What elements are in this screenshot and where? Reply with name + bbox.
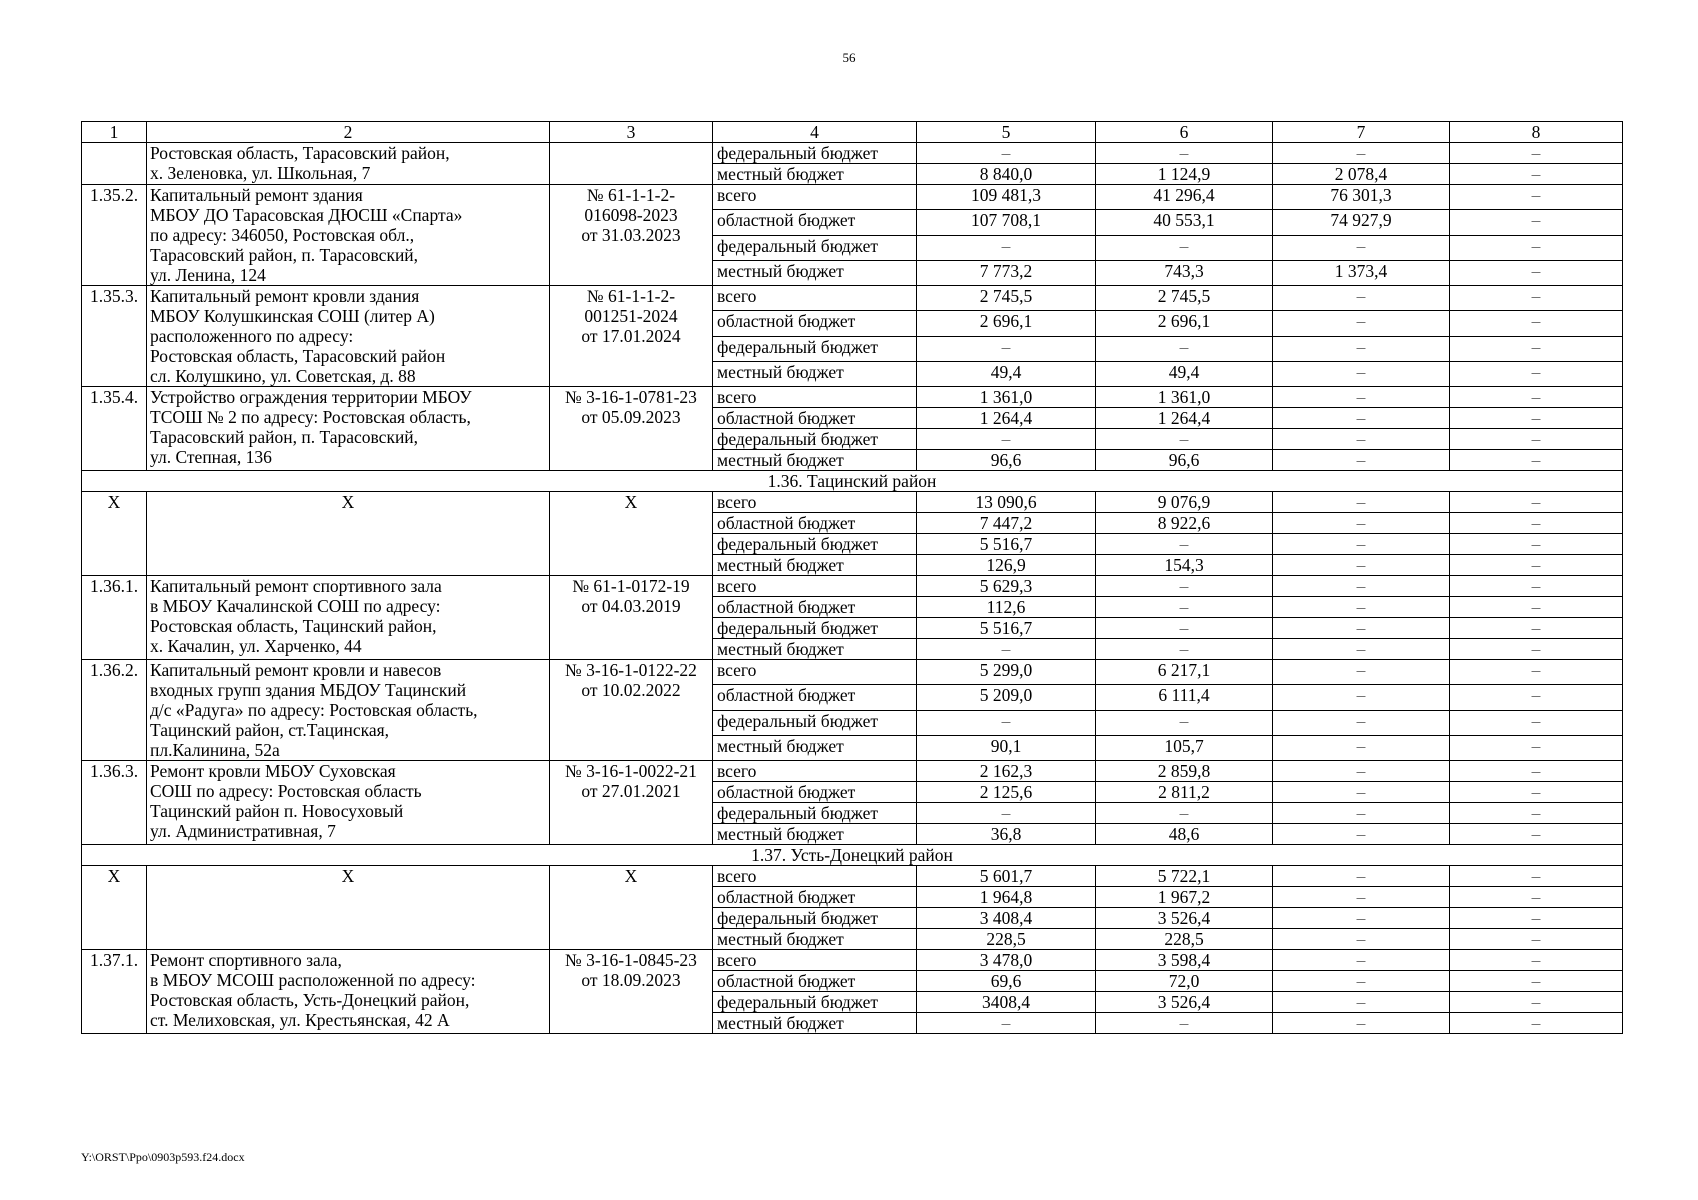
amount-cell: – xyxy=(917,1013,1096,1034)
amount-cell: 8 922,6 xyxy=(1096,513,1273,534)
amount-cell: – xyxy=(1450,639,1623,660)
table-row xyxy=(82,143,1623,164)
table-row xyxy=(82,492,1623,513)
amount-cell: – xyxy=(1450,866,1623,887)
amount-cell: – xyxy=(1450,408,1623,429)
amount-cell: 3 526,4 xyxy=(1096,992,1273,1013)
item-number: 1.35.4. xyxy=(82,387,147,471)
contract-line: № 3-16-1-0122-22 xyxy=(565,660,697,680)
table-row xyxy=(82,660,1623,685)
description-line: Ростовская область, Тацинский район, xyxy=(150,616,437,636)
amount-cell: 2 078,4 xyxy=(1273,164,1450,185)
description-line: Ростовская область, Тарасовский район xyxy=(150,346,446,366)
amount-cell: – xyxy=(1273,950,1450,971)
item-description xyxy=(147,286,550,387)
contract-number xyxy=(550,761,713,845)
amount-cell: 41 296,4 xyxy=(1096,185,1273,210)
amount-cell: 13 090,6 xyxy=(917,492,1096,513)
description-line: СОШ по адресу: Ростовская область xyxy=(150,781,422,801)
amount-cell: 112,6 xyxy=(917,597,1096,618)
amount-cell: – xyxy=(917,336,1096,361)
amount-cell: 126,9 xyxy=(917,555,1096,576)
section-title: 1.37. Усть-Донецкий район xyxy=(82,845,1623,866)
amount-cell: – xyxy=(1096,1013,1273,1034)
column-header: 4 xyxy=(713,122,917,143)
contract-line: № 61-1-1-2- xyxy=(586,185,676,205)
funding-source: местный бюджет xyxy=(713,164,917,185)
table-row xyxy=(82,387,1623,408)
contract-number xyxy=(550,143,713,185)
amount-cell: 96,6 xyxy=(917,450,1096,471)
column-header: 3 xyxy=(550,122,713,143)
amount-cell: – xyxy=(1450,824,1623,845)
amount-cell: – xyxy=(1273,336,1450,361)
amount-cell: – xyxy=(1450,450,1623,471)
amount-cell: 1 264,4 xyxy=(917,408,1096,429)
item-number: Х xyxy=(82,492,147,576)
item-number xyxy=(82,143,147,185)
contract-line: от 27.01.2021 xyxy=(581,781,681,801)
funding-source: областной бюджет xyxy=(713,685,917,710)
amount-cell: – xyxy=(1273,361,1450,386)
table-body xyxy=(82,122,1623,1034)
amount-cell: – xyxy=(1273,387,1450,408)
funding-source: областной бюджет xyxy=(713,887,917,908)
amount-cell: 3 598,4 xyxy=(1096,950,1273,971)
amount-cell: 90,1 xyxy=(917,735,1096,760)
contract-line: 001251-2024 xyxy=(584,306,678,326)
funding-source: федеральный бюджет xyxy=(713,336,917,361)
table-row xyxy=(82,950,1623,971)
funding-source: всего xyxy=(713,866,917,887)
amount-cell: – xyxy=(1273,1013,1450,1034)
description-line: входных групп здания МБДОУ Тацинский xyxy=(150,680,467,700)
amount-cell: 3 478,0 xyxy=(917,950,1096,971)
amount-cell: – xyxy=(1450,555,1623,576)
item-description xyxy=(147,660,550,761)
amount-cell: 2 811,2 xyxy=(1096,782,1273,803)
table-row xyxy=(82,866,1623,887)
funding-source: местный бюджет xyxy=(713,735,917,760)
amount-cell: 1 373,4 xyxy=(1273,260,1450,285)
amount-cell: – xyxy=(1273,685,1450,710)
amount-cell: 228,5 xyxy=(917,929,1096,950)
amount-cell: – xyxy=(1450,336,1623,361)
column-header: 7 xyxy=(1273,122,1450,143)
amount-cell: – xyxy=(1450,710,1623,735)
funding-source: всего xyxy=(713,660,917,685)
amount-cell: 3408,4 xyxy=(917,992,1096,1013)
section-row xyxy=(82,845,1623,866)
amount-cell: – xyxy=(1450,429,1623,450)
amount-cell: 74 927,9 xyxy=(1273,210,1450,235)
contract-number xyxy=(550,387,713,471)
amount-cell: 7 447,2 xyxy=(917,513,1096,534)
item-description xyxy=(147,950,550,1034)
amount-cell: – xyxy=(917,429,1096,450)
contract-number xyxy=(550,866,713,950)
contract-number xyxy=(550,286,713,387)
amount-cell: 6 111,4 xyxy=(1096,685,1273,710)
contract-number xyxy=(550,576,713,660)
amount-cell: – xyxy=(1273,286,1450,311)
amount-cell: 2 745,5 xyxy=(917,286,1096,311)
table-row xyxy=(82,185,1623,210)
amount-cell: – xyxy=(1273,492,1450,513)
contract-line: № 3-16-1-0845-23 xyxy=(565,950,697,970)
amount-cell: – xyxy=(1096,576,1273,597)
amount-cell: – xyxy=(1273,971,1450,992)
funding-source: федеральный бюджет xyxy=(713,143,917,164)
description-line: расположенного по адресу: xyxy=(150,326,354,346)
amount-cell: – xyxy=(1450,143,1623,164)
funding-source: федеральный бюджет xyxy=(713,429,917,450)
funding-source: федеральный бюджет xyxy=(713,803,917,824)
amount-cell: 2 162,3 xyxy=(917,761,1096,782)
funding-source: местный бюджет xyxy=(713,450,917,471)
description-line: в МБОУ Качалинской СОШ по адресу: xyxy=(150,596,441,616)
amount-cell: – xyxy=(1450,761,1623,782)
description-line: Ремонт кровли МБОУ Суховская xyxy=(150,761,396,781)
amount-cell: 5 209,0 xyxy=(917,685,1096,710)
description-line: Ремонт спортивного зала, xyxy=(150,950,342,970)
amount-cell: – xyxy=(1450,387,1623,408)
contract-number xyxy=(550,185,713,286)
amount-cell: – xyxy=(1096,429,1273,450)
description-line: пл.Калинина, 52а xyxy=(150,740,280,760)
amount-cell: – xyxy=(1273,143,1450,164)
amount-cell: – xyxy=(1450,660,1623,685)
amount-cell: – xyxy=(1273,824,1450,845)
description-line: Тацинский район п. Новосуховый xyxy=(150,801,404,821)
amount-cell: 7 773,2 xyxy=(917,260,1096,285)
amount-cell: 9 076,9 xyxy=(1096,492,1273,513)
description-line: Устройство ограждения территории МБОУ xyxy=(150,387,472,407)
funding-source: областной бюджет xyxy=(713,597,917,618)
description-line: ул. Ленина, 124 xyxy=(150,265,266,285)
item-number: 1.36.1. xyxy=(82,576,147,660)
funding-source: областной бюджет xyxy=(713,210,917,235)
column-header: 5 xyxy=(917,122,1096,143)
amount-cell: – xyxy=(1273,887,1450,908)
amount-cell: 2 859,8 xyxy=(1096,761,1273,782)
contract-line: Х xyxy=(624,492,638,512)
description-line: Капитальный ремонт кровли здания xyxy=(150,286,420,306)
amount-cell: – xyxy=(917,143,1096,164)
amount-cell: 1 361,0 xyxy=(917,387,1096,408)
amount-cell: 2 125,6 xyxy=(917,782,1096,803)
funding-source: местный бюджет xyxy=(713,929,917,950)
description-line: Ростовская область, Усть-Донецкий район, xyxy=(150,990,470,1010)
description-line: х. Зеленовка, ул. Школьная, 7 xyxy=(150,163,371,183)
amount-cell: – xyxy=(1273,660,1450,685)
amount-cell: 49,4 xyxy=(917,361,1096,386)
amount-cell: – xyxy=(1273,555,1450,576)
contract-line: № 3-16-1-0781-23 xyxy=(565,387,697,407)
description-line: Тацинский район, ст.Тацинская, xyxy=(150,720,390,740)
amount-cell: – xyxy=(1450,210,1623,235)
amount-cell: – xyxy=(1450,782,1623,803)
contract-number xyxy=(550,492,713,576)
funding-source: местный бюджет xyxy=(713,1013,917,1034)
amount-cell: – xyxy=(1450,185,1623,210)
amount-cell: – xyxy=(1273,408,1450,429)
description-line: МБОУ ДО Тарасовская ДЮСШ «Спарта» xyxy=(150,205,463,225)
amount-cell: – xyxy=(1450,1013,1623,1034)
description-line: ТСОШ № 2 по адресу: Ростовская область, xyxy=(150,407,471,427)
funding-source: местный бюджет xyxy=(713,639,917,660)
amount-cell: 1 964,8 xyxy=(917,887,1096,908)
amount-cell: – xyxy=(1096,597,1273,618)
description-line: х. Качалин, ул. Харченко, 44 xyxy=(150,636,362,656)
funding-source: всего xyxy=(713,286,917,311)
funding-source: всего xyxy=(713,387,917,408)
contract-line: от 17.01.2024 xyxy=(581,326,681,346)
item-description: Х xyxy=(147,492,550,576)
description-line: Капитальный ремонт спортивного зала xyxy=(150,576,442,596)
description-line: Капитальный ремонт кровли и навесов xyxy=(150,660,442,680)
item-number: 1.35.2. xyxy=(82,185,147,286)
amount-cell: – xyxy=(1450,492,1623,513)
contract-line: от 05.09.2023 xyxy=(581,407,681,427)
amount-cell: 1 124,9 xyxy=(1096,164,1273,185)
item-number: Х xyxy=(82,866,147,950)
amount-cell: 5 516,7 xyxy=(917,534,1096,555)
funding-source: федеральный бюджет xyxy=(713,992,917,1013)
funding-source: местный бюджет xyxy=(713,824,917,845)
amount-cell: 3 408,4 xyxy=(917,908,1096,929)
description-line: в МБОУ МСОШ расположенной по адресу: xyxy=(150,970,476,990)
description-line: Тарасовский район, п. Тарасовский, xyxy=(150,427,419,447)
description-line: ул. Административная, 7 xyxy=(150,821,336,841)
amount-cell: 48,6 xyxy=(1096,824,1273,845)
amount-cell: – xyxy=(1273,311,1450,336)
description-line: сл. Колушкино, ул. Советская, д. 88 xyxy=(150,366,416,386)
funding-source: местный бюджет xyxy=(713,555,917,576)
contract-line: от 10.02.2022 xyxy=(581,680,681,700)
table-row xyxy=(82,576,1623,597)
funding-source: всего xyxy=(713,950,917,971)
funding-source: областной бюджет xyxy=(713,513,917,534)
amount-cell: 1 361,0 xyxy=(1096,387,1273,408)
column-header: 1 xyxy=(82,122,147,143)
amount-cell: – xyxy=(1273,534,1450,555)
funding-source: всего xyxy=(713,492,917,513)
amount-cell: – xyxy=(1450,971,1623,992)
amount-cell: – xyxy=(1450,803,1623,824)
amount-cell: – xyxy=(1450,950,1623,971)
amount-cell: – xyxy=(1450,534,1623,555)
amount-cell: – xyxy=(1096,534,1273,555)
funding-source: областной бюджет xyxy=(713,971,917,992)
page-number: 56 xyxy=(842,50,856,65)
amount-cell: – xyxy=(917,639,1096,660)
amount-cell: 36,8 xyxy=(917,824,1096,845)
budget-table xyxy=(81,121,1623,1034)
contract-line: от 18.09.2023 xyxy=(581,970,681,990)
amount-cell: – xyxy=(1273,429,1450,450)
contract-line: № 61-1-0172-19 xyxy=(572,576,690,596)
amount-cell: – xyxy=(1450,513,1623,534)
item-description xyxy=(147,576,550,660)
amount-cell: 1 264,4 xyxy=(1096,408,1273,429)
amount-cell: – xyxy=(1273,866,1450,887)
amount-cell: – xyxy=(1273,803,1450,824)
funding-source: федеральный бюджет xyxy=(713,908,917,929)
item-number: 1.36.3. xyxy=(82,761,147,845)
amount-cell: – xyxy=(1450,908,1623,929)
table-row xyxy=(82,286,1623,311)
funding-source: всего xyxy=(713,761,917,782)
amount-cell: 2 745,5 xyxy=(1096,286,1273,311)
table-row xyxy=(82,761,1623,782)
section-row xyxy=(82,471,1623,492)
amount-cell: – xyxy=(1273,908,1450,929)
amount-cell: – xyxy=(1273,929,1450,950)
amount-cell: – xyxy=(1450,929,1623,950)
amount-cell: – xyxy=(1450,597,1623,618)
amount-cell: – xyxy=(1096,618,1273,639)
contract-number xyxy=(550,950,713,1034)
funding-source: федеральный бюджет xyxy=(713,618,917,639)
funding-source: местный бюджет xyxy=(713,260,917,285)
item-description xyxy=(147,387,550,471)
amount-cell: 5 299,0 xyxy=(917,660,1096,685)
contract-number xyxy=(550,660,713,761)
contract-line: от 04.03.2019 xyxy=(581,596,681,616)
funding-source: федеральный бюджет xyxy=(713,710,917,735)
amount-cell: – xyxy=(1450,286,1623,311)
amount-cell: – xyxy=(1273,639,1450,660)
amount-cell: 6 217,1 xyxy=(1096,660,1273,685)
amount-cell: – xyxy=(1273,576,1450,597)
amount-cell: – xyxy=(917,803,1096,824)
item-description xyxy=(147,185,550,286)
amount-cell: – xyxy=(1450,260,1623,285)
amount-cell: – xyxy=(1273,761,1450,782)
funding-source: областной бюджет xyxy=(713,311,917,336)
amount-cell: – xyxy=(1273,735,1450,760)
amount-cell: 2 696,1 xyxy=(1096,311,1273,336)
amount-cell: 105,7 xyxy=(1096,735,1273,760)
amount-cell: 154,3 xyxy=(1096,555,1273,576)
column-header: 6 xyxy=(1096,122,1273,143)
table-header-row xyxy=(82,122,1623,143)
amount-cell: 5 516,7 xyxy=(917,618,1096,639)
amount-cell: 8 840,0 xyxy=(917,164,1096,185)
description-line: Ростовская область, Тарасовский район, xyxy=(150,143,450,163)
amount-cell: – xyxy=(1273,450,1450,471)
contract-line: 016098-2023 xyxy=(584,205,678,225)
description-line: Тарасовский район, п. Тарасовский, xyxy=(150,245,419,265)
item-description xyxy=(147,761,550,845)
amount-cell: 72,0 xyxy=(1096,971,1273,992)
item-number: 1.37.1. xyxy=(82,950,147,1034)
amount-cell: 228,5 xyxy=(1096,929,1273,950)
amount-cell: 109 481,3 xyxy=(917,185,1096,210)
item-description xyxy=(147,143,550,185)
description-line: Капитальный ремонт здания xyxy=(150,185,363,205)
contract-line: Х xyxy=(624,866,638,886)
amount-cell: 107 708,1 xyxy=(917,210,1096,235)
amount-cell: 5 722,1 xyxy=(1096,866,1273,887)
amount-cell: – xyxy=(1273,235,1450,260)
amount-cell: – xyxy=(1450,361,1623,386)
amount-cell: – xyxy=(1450,735,1623,760)
amount-cell: – xyxy=(1450,164,1623,185)
funding-source: федеральный бюджет xyxy=(713,534,917,555)
amount-cell: – xyxy=(1450,685,1623,710)
description-line: д/с «Радуга» по адресу: Ростовская область, xyxy=(150,700,478,720)
amount-cell: – xyxy=(1096,235,1273,260)
amount-cell: 69,6 xyxy=(917,971,1096,992)
amount-cell: – xyxy=(1450,618,1623,639)
amount-cell: 1 967,2 xyxy=(1096,887,1273,908)
amount-cell: 2 696,1 xyxy=(917,311,1096,336)
funding-source: областной бюджет xyxy=(713,408,917,429)
contract-line: от 31.03.2023 xyxy=(581,225,681,245)
description-line: по адресу: 346050, Ростовская обл., xyxy=(150,225,415,245)
funding-source: всего xyxy=(713,576,917,597)
amount-cell: – xyxy=(1273,618,1450,639)
amount-cell: 5 629,3 xyxy=(917,576,1096,597)
amount-cell: – xyxy=(1273,710,1450,735)
item-number: 1.35.3. xyxy=(82,286,147,387)
amount-cell: – xyxy=(1450,311,1623,336)
column-header: 8 xyxy=(1450,122,1623,143)
description-line: ст. Мелиховская, ул. Крестьянская, 42 А xyxy=(150,1010,450,1030)
contract-line: № 61-1-1-2- xyxy=(586,286,676,306)
amount-cell: – xyxy=(1096,143,1273,164)
amount-cell: – xyxy=(917,710,1096,735)
description-line: ул. Степная, 136 xyxy=(150,447,272,467)
amount-cell: 40 553,1 xyxy=(1096,210,1273,235)
file-path-footer: Y:\ORST\Ppo\0903p593.f24.docx xyxy=(81,1150,245,1164)
funding-source: местный бюджет xyxy=(713,361,917,386)
amount-cell: 743,3 xyxy=(1096,260,1273,285)
funding-source: федеральный бюджет xyxy=(713,235,917,260)
amount-cell: 76 301,3 xyxy=(1273,185,1450,210)
item-description: Х xyxy=(147,866,550,950)
amount-cell: 3 526,4 xyxy=(1096,908,1273,929)
amount-cell: – xyxy=(1273,782,1450,803)
funding-source: всего xyxy=(713,185,917,210)
amount-cell: – xyxy=(1096,710,1273,735)
section-title: 1.36. Тацинский район xyxy=(82,471,1623,492)
amount-cell: 49,4 xyxy=(1096,361,1273,386)
amount-cell: – xyxy=(1096,639,1273,660)
amount-cell: – xyxy=(1450,235,1623,260)
item-number: 1.36.2. xyxy=(82,660,147,761)
amount-cell: – xyxy=(1450,887,1623,908)
amount-cell: 96,6 xyxy=(1096,450,1273,471)
amount-cell: – xyxy=(917,235,1096,260)
amount-cell: – xyxy=(1096,803,1273,824)
column-header: 2 xyxy=(147,122,550,143)
amount-cell: – xyxy=(1273,597,1450,618)
contract-line: № 3-16-1-0022-21 xyxy=(565,761,697,781)
amount-cell: – xyxy=(1273,513,1450,534)
description-line: МБОУ Колушкинская СОШ (литер А) xyxy=(150,306,435,326)
amount-cell: 5 601,7 xyxy=(917,866,1096,887)
amount-cell: – xyxy=(1450,992,1623,1013)
funding-source: областной бюджет xyxy=(713,782,917,803)
amount-cell: – xyxy=(1450,576,1623,597)
amount-cell: – xyxy=(1273,992,1450,1013)
amount-cell: – xyxy=(1096,336,1273,361)
